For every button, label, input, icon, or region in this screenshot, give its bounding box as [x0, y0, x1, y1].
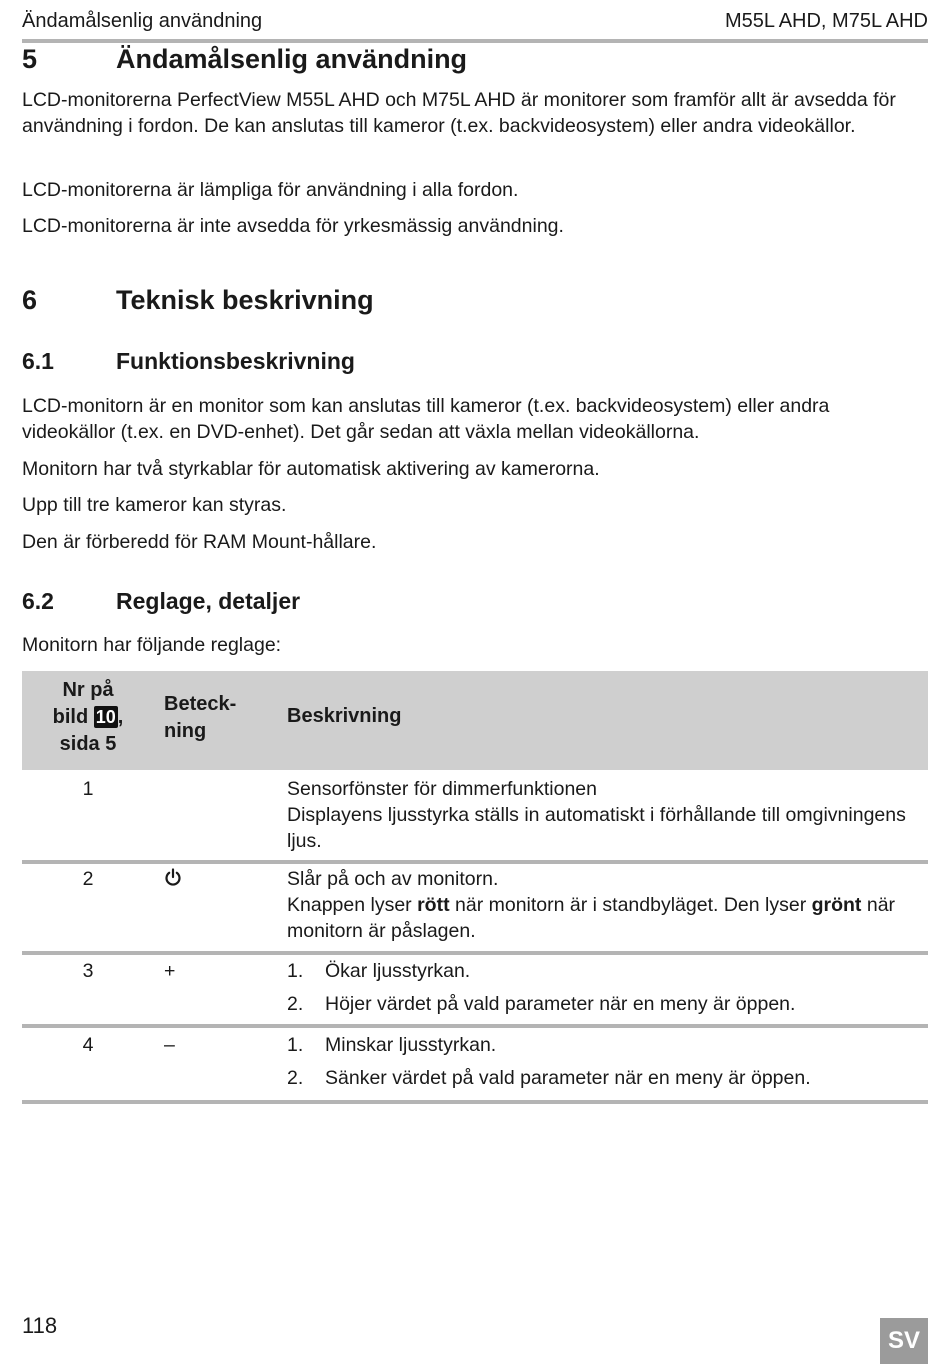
section-title: Ändamålsenlig användning	[116, 44, 468, 74]
paragraph: Monitorn har två styrkablar för automatisk aktivering av kamerorna.	[22, 458, 600, 480]
header-right: M55L AHD, M75L AHD	[724, 10, 928, 32]
table-row	[22, 954, 928, 1028]
header-left: Ändamålsenlig användning	[22, 10, 263, 32]
header-rule	[22, 39, 928, 43]
table-row	[22, 770, 928, 861]
row-desc	[287, 776, 928, 854]
list-item	[287, 958, 928, 991]
table-row	[22, 1028, 928, 1102]
section-6-2-heading	[22, 588, 300, 615]
section-6-heading	[22, 285, 374, 316]
paragraph: LCD-monitorerna är lämpliga för användning i alla fordon.	[22, 179, 519, 201]
paragraph: Upp till tre kameror kan styras.	[22, 494, 287, 516]
desc-text: Knappen lyser	[287, 894, 418, 916]
list-item	[287, 1065, 928, 1098]
page-number: 118	[22, 1313, 58, 1338]
list-text: Sänker värdet på vald parameter när en meny är öppen.	[325, 1067, 811, 1089]
section-5-heading	[22, 44, 467, 75]
section-title: Teknisk beskrivning	[116, 285, 374, 315]
paragraph: LCD-monitorerna PerfectView M55L AHD och M75L AHD är monitorer som framför allt är avsedda för användning i fordon. De kan anslutas till kameror (t.ex. backvideosystem) eller andra videokällor.	[22, 89, 896, 137]
row-nr: 1	[82, 778, 94, 800]
header-nr	[22, 677, 154, 758]
desc-line: Sensorfönster för dimmerfunktionen	[287, 778, 597, 800]
table-row	[22, 861, 928, 954]
list-text: Minskar ljusstyrkan.	[325, 1034, 497, 1056]
figure-badge: 10	[95, 707, 116, 727]
controls-table	[22, 671, 928, 1102]
row-desc	[287, 1032, 928, 1098]
row-bet: –	[164, 1034, 175, 1056]
section-number: 5	[22, 44, 38, 74]
paragraph: Monitorn har följande reglage:	[22, 634, 282, 656]
list-num: 1.	[287, 960, 304, 982]
header-nr-line3: sida 5	[59, 733, 117, 755]
desc-text: när monitorn är påslagen.	[287, 894, 896, 942]
header-beteckning	[164, 691, 236, 745]
header-nr-comma: ,	[117, 706, 124, 728]
list-item	[287, 1032, 928, 1065]
list-num: 1.	[287, 1034, 304, 1056]
section-title: Funktionsbeskrivning	[116, 348, 355, 374]
section-number: 6.2	[22, 588, 54, 614]
language-badge: SV	[880, 1318, 928, 1364]
row-desc	[287, 866, 928, 944]
section-number: 6	[22, 285, 38, 315]
desc-line	[287, 892, 928, 944]
row-nr: 3	[82, 960, 94, 982]
header-nr-bild: bild	[52, 706, 89, 728]
section-number: 6.1	[22, 348, 54, 374]
paragraph: LCD-monitorerna är inte avsedda för yrkesmässig användning.	[22, 215, 564, 237]
row-bet: +	[164, 960, 176, 982]
header-nr-line1: Nr på	[62, 679, 114, 701]
list-item	[287, 991, 928, 1024]
table-header	[22, 671, 928, 770]
row-rule	[22, 1100, 928, 1104]
header-bet-line1: Beteck-	[164, 693, 237, 715]
row-nr: 2	[82, 868, 94, 890]
list-num: 2.	[287, 993, 304, 1015]
desc-red: rött	[417, 894, 450, 916]
paragraph: Den är förberedd för RAM Mount-hållare.	[22, 531, 377, 553]
list-text: Ökar ljusstyrkan.	[325, 960, 471, 982]
paragraph: LCD-monitorn är en monitor som kan anslutas till kameror (t.ex. backvideosystem) eller andra videokällor (t.ex. en DVD-enhet). Det går sedan att växla mellan videokällorna.	[22, 395, 830, 443]
row-desc	[287, 958, 928, 1024]
desc-line: Slår på och av monitorn.	[287, 868, 499, 890]
desc-line: Displayens ljusstyrka ställs in automatiskt i förhållande till omgivningens ljus.	[287, 804, 906, 852]
power-icon	[164, 868, 204, 895]
section-title: Reglage, detaljer	[116, 588, 301, 614]
list-text: Höjer värdet på vald parameter när en meny är öppen.	[325, 993, 796, 1015]
desc-green: grönt	[811, 894, 862, 916]
header-nr-line2	[22, 704, 154, 731]
desc-text: när monitorn är i standbyläget. Den lyser	[449, 894, 812, 916]
row-nr: 4	[82, 1034, 94, 1056]
header-beskrivning: Beskrivning	[287, 705, 402, 727]
header-bet-line2: ning	[164, 720, 207, 742]
section-6-1-heading	[22, 348, 355, 375]
list-num: 2.	[287, 1067, 304, 1089]
